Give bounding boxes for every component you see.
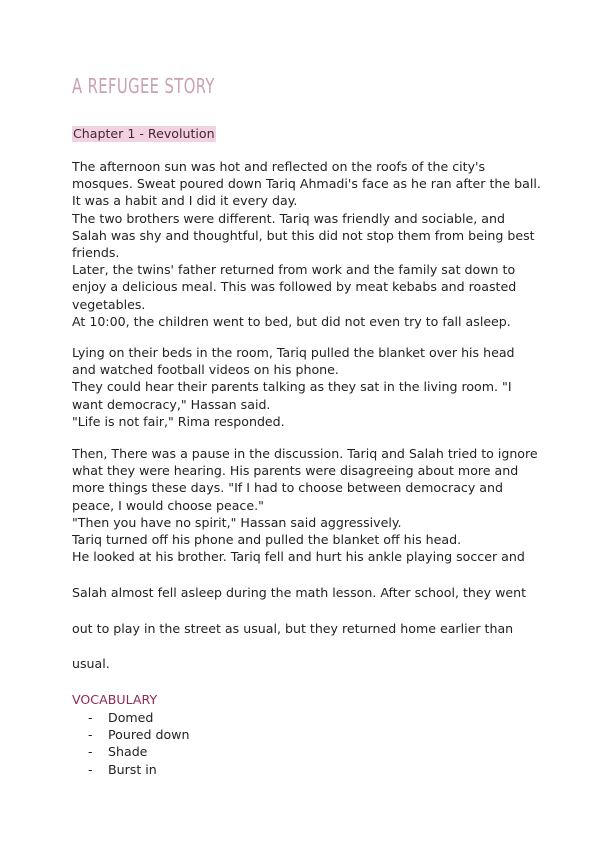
vocabulary-word: Domed: [108, 710, 154, 725]
text-line: Salah was shy and thoughtful, but this did not stop them from being best: [72, 227, 535, 243]
text-line: want democracy," Hassan said.: [72, 396, 271, 412]
vocabulary-list: [88, 709, 189, 778]
vocabulary-item: [88, 761, 189, 778]
dash-bullet: -: [88, 744, 93, 760]
vocabulary-word: Shade: [108, 744, 148, 760]
text-line: enjoy a delicious meal. This was followed by meat kebabs and roasted: [72, 279, 517, 295]
text-line: Lying on their beds in the room, Tariq pulled the blanket over his head: [72, 345, 515, 360]
text-line: Salah almost fell asleep during the math lesson. After school, they went: [72, 585, 527, 600]
vocabulary-word: Poured down: [108, 727, 190, 743]
text-line: mosques. Sweat poured down Tariq Ahmadi's face as he ran after the ball.: [72, 176, 541, 192]
document-title: A REFUGEE STORY: [72, 74, 215, 98]
text-line: The two brothers were different. Tariq was friendly and sociable, and: [72, 210, 505, 226]
text-line: He looked at his brother. Tariq fell and hurt his ankle playing soccer and: [72, 549, 525, 565]
text-line: usual.: [72, 656, 110, 671]
text-line: Then, There was a pause in the discussion. Tariq and Salah tried to ignore: [72, 446, 538, 461]
dash-bullet: -: [88, 710, 93, 725]
paragraph-block-2: [72, 344, 532, 430]
text-line: out to play in the street as usual, but they returned home earlier than: [72, 621, 514, 636]
text-line: Later, the twins' father returned from work and the family sat down to: [72, 262, 516, 278]
paragraph-block-1: [72, 158, 541, 330]
text-line: friends.: [72, 244, 120, 260]
text-line: vegetables.: [72, 296, 146, 312]
text-line: peace, I would choose peace.": [72, 497, 264, 513]
text-line: and watched football videos on his phone.: [72, 362, 339, 378]
text-line: The afternoon sun was hot and reflected on the roofs of the city's: [72, 159, 486, 174]
text-line: more things these days. "If I had to choose between democracy and: [72, 480, 503, 496]
text-line: They could hear their parents talking as they sat in the living room. "I: [72, 379, 512, 395]
vocabulary-heading: VOCABULARY: [72, 692, 158, 707]
vocabulary-word: Burst in: [108, 761, 157, 777]
text-line: Tariq turned off his phone and pulled the blanket off his head.: [72, 531, 462, 547]
paragraph-line-b: [72, 620, 532, 637]
dash-bullet: -: [88, 761, 93, 777]
text-line: "Then you have no spirit," Hassan said aggressively.: [72, 514, 402, 530]
text-line: "Life is not fair," Rima responded.: [72, 413, 285, 429]
text-line: what they were hearing. His parents were disagreeing about more and: [72, 463, 519, 479]
dash-bullet: -: [88, 727, 93, 743]
text-line: At 10:00, the children went to bed, but did not even try to fall asleep.: [72, 313, 511, 329]
vocabulary-item: [88, 726, 189, 743]
paragraph-block-3: [72, 445, 538, 565]
vocabulary-item: [88, 743, 189, 760]
text-line: It was a habit and I did it every day.: [72, 193, 298, 209]
paragraph-line-a: [72, 584, 532, 601]
paragraph-line-c: [72, 655, 532, 672]
vocabulary-item: [88, 709, 189, 726]
chapter-heading: Chapter 1 - Revolution: [73, 126, 215, 141]
